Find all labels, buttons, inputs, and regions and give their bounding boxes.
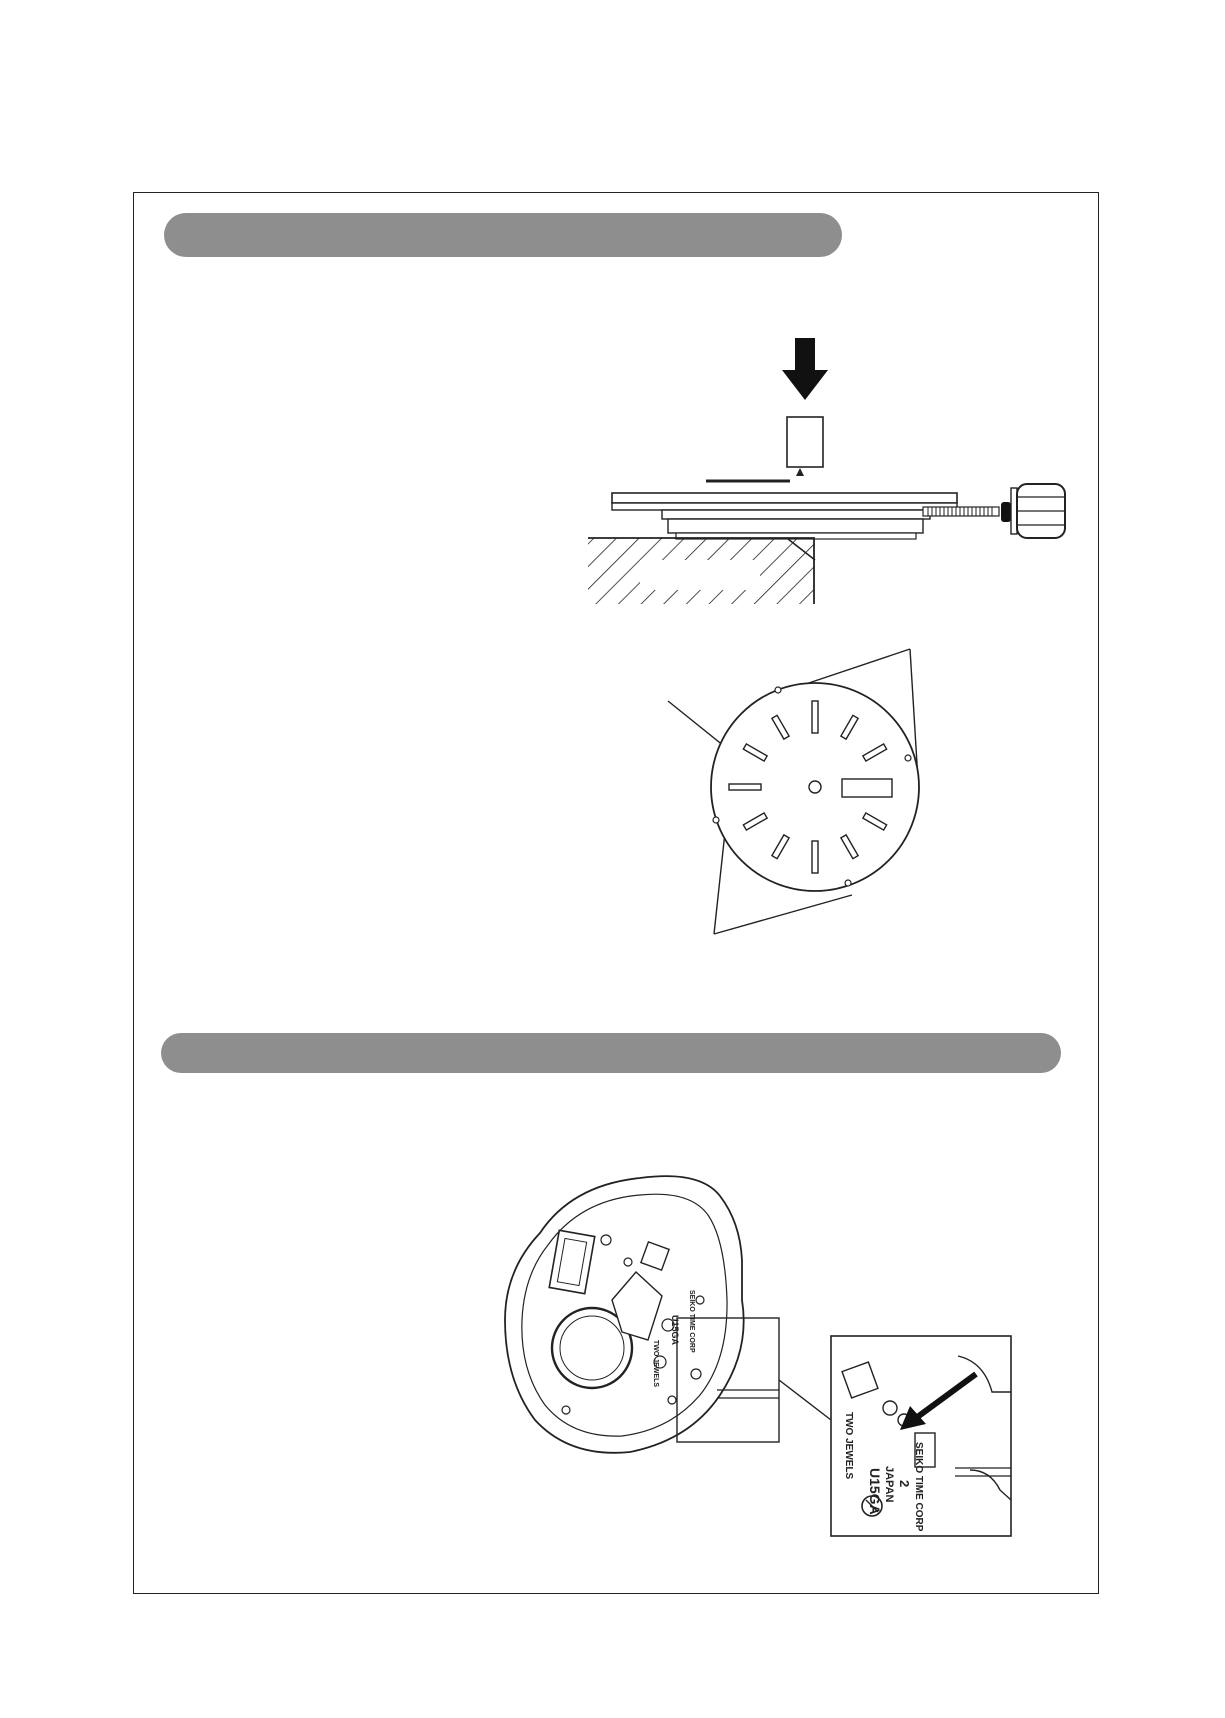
crown-icon	[1011, 484, 1065, 538]
stamp-caliber-small: U15GA	[670, 1315, 680, 1346]
stamp-maker: SEIKO TIME CORP	[913, 1442, 924, 1532]
stamp-country: JAPAN	[883, 1466, 895, 1503]
stamp-maker-small: SEIKO TIME CORP	[688, 1290, 695, 1353]
stamp-origin: 2	[897, 1480, 912, 1488]
movement-illustration	[505, 1176, 831, 1453]
stamp-jewels-small: TWO JEWELS	[652, 1340, 659, 1388]
stamp-jewels: TWO JEWELS	[843, 1412, 854, 1480]
press-fit-illustration	[588, 338, 1065, 604]
down-arrow-icon	[782, 338, 828, 400]
press-tool	[787, 417, 823, 467]
dial-illustration	[668, 649, 919, 934]
magnified-detail	[831, 1336, 1011, 1536]
workbench-base	[588, 538, 814, 604]
date-window	[842, 779, 892, 797]
stamp-caliber: U15GA	[867, 1468, 883, 1515]
